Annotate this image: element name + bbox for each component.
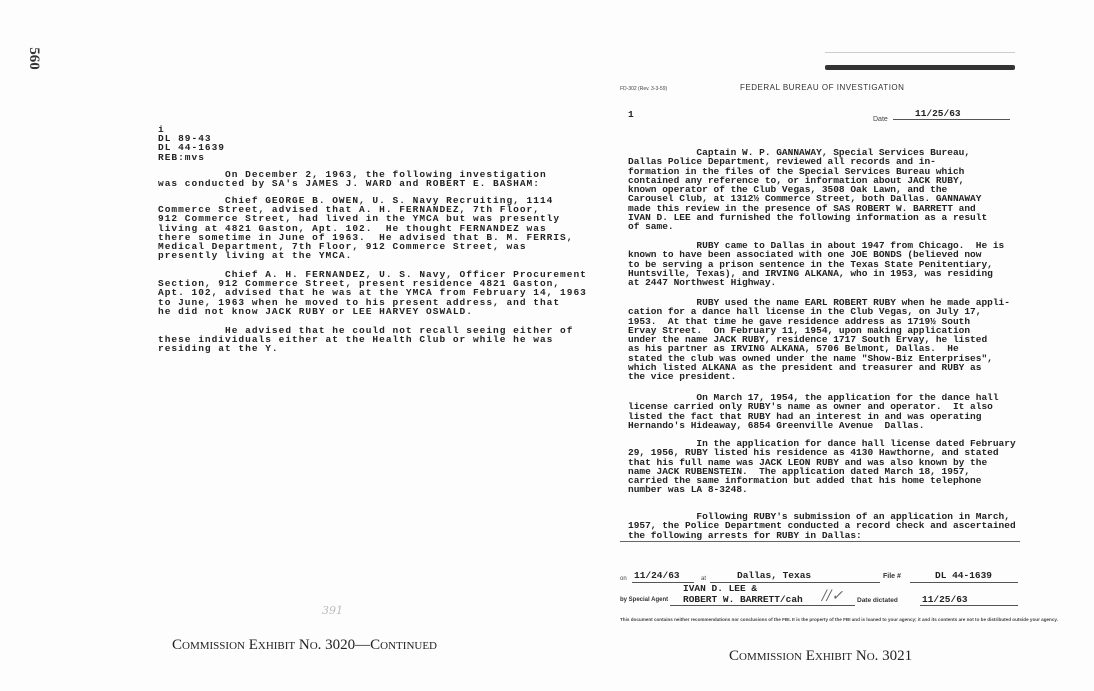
page-number: 560 [25,47,42,70]
file-number: DL 44-1639 [935,570,993,581]
dictated-label: Date dictated [857,597,898,604]
date-underline [893,119,1010,120]
date-label: Date [873,116,888,123]
agent-label: by Special Agent [620,597,669,603]
agency-title: FEDERAL BUREAU OF INVESTIGATION [740,83,905,92]
section-divider [620,541,1020,542]
left-paragraph-4: He advised that he could not recall seeing either of these individuals either at the Health Club or while he was residing at the Y. [158,325,574,355]
page-index: 1 [628,109,634,120]
at-label: at [701,576,707,582]
right-paragraph-2: RUBY came to Dallas in about 1947 from Chicago. He is known to have been associated with one JOE BONDS (believed now to be serving a prison sentence in the Texas State Penitentiary, Huntsville, Texas), and IRVING ALKANA, who in 1953, was residing at 2447 Northwest Highway. [628,240,1005,289]
dictated-underline [920,605,1018,606]
right-paragraph-3: RUBY used the name EARL ROBERT RUBY when he made appli- cation for a dance hall license in the Club Vegas, on July 17, 1953. At that time he gave residence address as 1719½ South Ervay Street. On February 11, 1954, upon making application under the name JACK RUBY, residence 1717 South Ervay, he listed as his partner as IRVING ALKANA, 5706 Belmont, Dallas. He stated the club was owned under the name "Show-Biz Enterprises", which listed ALKANA as the president and treasurer and RUBY as the vice president. [628,297,1010,383]
file-label: File # [883,573,901,580]
handwritten-mark: 391 [322,604,343,617]
on-label: on [620,576,627,582]
right-paragraph-6: Following RUBY's submission of an application in March, 1957, the Police Department conducted a record check and ascertained the following arrests for RUBY in Dallas: [628,511,1016,541]
right-paragraph-1: Captain W. P. GANNAWAY, Special Services Bureau, Dallas Police Department, reviewed all records and in- formation in the files of the Special Services Bureau which contained any reference to, or information about JACK RUBY, known operator of the Club Vegas, 3508 Oak Lawn, and the Carousel Club, at 1312½ Commerce Street, both Dallas. GANNAWAY made this review in the presence of SAS ROBERT W. BARRETT and IVAN D. LEE and furnished the following information as a result of same. [628,147,988,233]
interview-date: 11/24/63 [634,570,680,581]
dictated-date: 11/25/63 [922,594,968,605]
agent-line-1: IVAN D. LEE & [683,583,758,594]
right-paragraph-5: In the application for dance hall license dated February 29, 1956, RUBY listed his residence as 4130 Hawthorne, and stated that his full name was JACK LEON RUBY and was also known by the name JACK RUBENSTEIN. The application dated March 18, 1957, carried the same information but added that his home telephone number was LA 8-3248. [628,438,1016,496]
fbi-disclaimer: This document contains neither recommendations nor conclusions of the FBI. It is the property of the FBI and is loaned to your agency; it and its contents are not to be distributed outside your agency. [620,617,1058,622]
agent-underline [670,605,855,606]
top-faint-line [825,52,1015,53]
signature-initials: //✓ [822,588,844,604]
date-value: 11/25/63 [915,108,961,119]
left-paragraph-2: Chief GEORGE B. OWEN, U. S. Navy Recruiting, 1114 Commerce Street, advised that A. H. FERNANDEZ, 7th Floor, 912 Commerce Street, had lived in the YMCA but was presently living at 4821 Gaston, Apt. 102. He thought FERNANDEZ was there sometime in June of 1963. He advised that B. M. FERRIS, Medical Department, 7th Floor, 912 Commerce Street, was presently living at the YMCA. [158,195,574,262]
left-paragraph-3: Chief A. H. FERNANDEZ, U. S. Navy, Officer Procurement Section, 912 Commerce Street, present residence 4821 Gaston, Apt. 102, advised that he was at the YMCA from February 14, 1963 to June, 1963 when he moved to his present address, and that he did not know JACK RUBY or LEE HARVEY OSWALD. [158,269,587,317]
file-reference-header: i DL 89-43 DL 44-1639 REB:mvs [158,124,226,163]
form-number: FD-302 (Rev. 3-3-59) [620,86,668,92]
left-paragraph-1: On December 2, 1963, the following investigation was conducted by SA's JAMES J. WARD and ROBERT E. BASHAM: [158,169,547,190]
agent-line-2: ROBERT W. BARRETT/cah [683,594,803,605]
file-underline [910,582,1018,583]
exhibit-caption-right: Commission Exhibit No. 3021 [729,648,913,664]
top-black-bar [825,65,1015,70]
location: Dallas, Texas [737,570,812,581]
right-paragraph-4: On March 17, 1954, the application for the dance hall license carried only RUBY's name as owner and operator. It also listed the fact that RUBY had an interest in and was operating Hernando's Hideaway, 6854 Greenville Avenue Dallas. [628,392,999,431]
exhibit-caption-left: Commission Exhibit No. 3020—Continued [172,637,437,653]
